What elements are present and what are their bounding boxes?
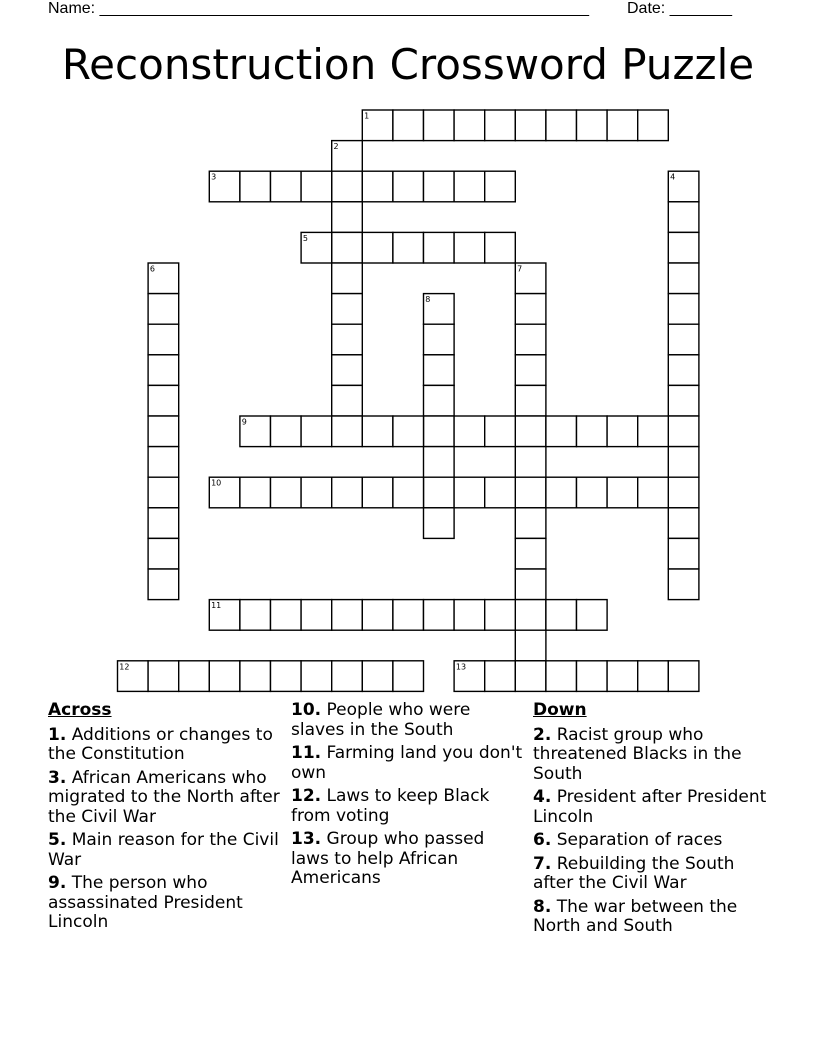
- crossword-cell[interactable]: [424, 416, 455, 447]
- crossword-cell[interactable]: [271, 416, 302, 447]
- clue-text: Separation of races: [556, 830, 723, 850]
- crossword-cell[interactable]: [668, 232, 699, 263]
- crossword-cell[interactable]: [148, 385, 179, 416]
- crossword-cell[interactable]: [546, 110, 577, 141]
- crossword-cell[interactable]: [638, 477, 669, 508]
- clue-number: 11.: [291, 743, 322, 763]
- crossword-cell[interactable]: [332, 477, 363, 508]
- crossword-cell[interactable]: [668, 294, 699, 325]
- crossword-cell[interactable]: [332, 232, 363, 263]
- across-clue: [291, 744, 527, 783]
- crossword-cell[interactable]: [332, 355, 363, 386]
- across-clue: [291, 787, 527, 826]
- crossword-cell[interactable]: [668, 569, 699, 600]
- crossword-cell[interactable]: [668, 385, 699, 416]
- clue-text: Laws to keep Black from voting: [291, 786, 490, 826]
- clue-number: 10.: [291, 700, 322, 720]
- across-heading: Across: [48, 700, 112, 720]
- crossword-cell[interactable]: [332, 385, 363, 416]
- crossword-cell[interactable]: [362, 232, 393, 263]
- clue-column-left: [48, 701, 284, 937]
- crossword-cell[interactable]: [240, 416, 271, 447]
- crossword-cell[interactable]: [454, 110, 485, 141]
- crossword-cell[interactable]: [424, 447, 455, 478]
- crossword-cell[interactable]: [515, 110, 546, 141]
- down-heading: Down: [533, 700, 587, 720]
- clue-start-number: 7: [517, 264, 523, 274]
- crossword-cell[interactable]: [668, 661, 699, 692]
- crossword-cell[interactable]: [240, 477, 271, 508]
- crossword-cell[interactable]: [148, 324, 179, 355]
- clue-number: 4.: [533, 787, 552, 807]
- clue-text: Rebuilding the South after the Civil War: [533, 853, 735, 893]
- crossword-cell[interactable]: [148, 355, 179, 386]
- crossword-cell[interactable]: [148, 477, 179, 508]
- clue-start-number: 1: [364, 111, 370, 121]
- crossword-cell[interactable]: [668, 538, 699, 569]
- crossword-cell[interactable]: [607, 416, 638, 447]
- crossword-cell[interactable]: [362, 600, 393, 631]
- crossword-cell[interactable]: [301, 232, 332, 263]
- crossword-cell[interactable]: [515, 324, 546, 355]
- crossword-cell[interactable]: [271, 171, 302, 202]
- clue-number: 6.: [533, 830, 552, 850]
- crossword-cell[interactable]: [638, 416, 669, 447]
- crossword-cell[interactable]: [546, 416, 577, 447]
- crossword-cell[interactable]: [454, 600, 485, 631]
- crossword-cell[interactable]: [148, 416, 179, 447]
- clue-start-number: 5: [302, 233, 308, 243]
- crossword-cell[interactable]: [179, 661, 210, 692]
- crossword-cell[interactable]: [424, 232, 455, 263]
- crossword-cell[interactable]: [271, 477, 302, 508]
- crossword-cell[interactable]: [393, 600, 424, 631]
- clue-text: Main reason for the Civil War: [48, 830, 279, 870]
- clue-number: 2.: [533, 724, 552, 745]
- clue-text: Farming land you don't own: [291, 743, 523, 783]
- clue-text: The person who assassinated President Lincoln: [48, 873, 243, 932]
- crossword-cell[interactable]: [301, 477, 332, 508]
- down-clue: [533, 831, 773, 851]
- clue-start-number: 4: [670, 172, 676, 182]
- crossword-cell[interactable]: [424, 110, 455, 141]
- crossword-cell[interactable]: [577, 416, 608, 447]
- date-field-line: Date: _______: [627, 0, 732, 17]
- crossword-cell[interactable]: [668, 324, 699, 355]
- down-clue: [533, 726, 773, 785]
- crossword-cell[interactable]: [209, 600, 240, 631]
- clue-text: Racist group who threatened Blacks in the South: [533, 724, 742, 784]
- clue-start-number: 8: [425, 295, 431, 305]
- crossword-cell[interactable]: [148, 263, 179, 294]
- crossword-cell[interactable]: [332, 416, 363, 447]
- crossword-cell[interactable]: [393, 416, 424, 447]
- crossword-cell[interactable]: [577, 110, 608, 141]
- clue-text: President after President Lincoln: [533, 787, 767, 827]
- crossword-cell[interactable]: [332, 202, 363, 233]
- clue-column-middle: [291, 701, 527, 893]
- across-clue: [48, 874, 284, 933]
- crossword-cell[interactable]: [577, 600, 608, 631]
- clue-text: People who were slaves in the South: [291, 700, 471, 740]
- crossword-cell[interactable]: [362, 477, 393, 508]
- crossword-cell[interactable]: [240, 171, 271, 202]
- clue-number: 3.: [48, 767, 67, 788]
- crossword-cell[interactable]: [638, 110, 669, 141]
- crossword-cell[interactable]: [668, 202, 699, 233]
- clue-number: 9.: [48, 873, 67, 893]
- crossword-cell[interactable]: [424, 508, 455, 539]
- crossword-cell[interactable]: [454, 232, 485, 263]
- clue-text: The war between the North and South: [533, 896, 738, 936]
- crossword-cell[interactable]: [301, 416, 332, 447]
- crossword-cell[interactable]: [148, 508, 179, 539]
- crossword-cell[interactable]: [607, 477, 638, 508]
- crossword-cell[interactable]: [301, 661, 332, 692]
- crossword-cell[interactable]: [301, 600, 332, 631]
- crossword-cell[interactable]: [271, 600, 302, 631]
- clue-number: 8.: [533, 896, 552, 917]
- page-title: Reconstruction Crossword Puzzle: [61, 40, 755, 89]
- crossword-cell[interactable]: [454, 416, 485, 447]
- crossword-cell[interactable]: [485, 661, 516, 692]
- crossword-cell[interactable]: [485, 110, 516, 141]
- crossword-cell[interactable]: [577, 661, 608, 692]
- crossword-cell[interactable]: [332, 600, 363, 631]
- crossword-cell[interactable]: [362, 416, 393, 447]
- crossword-cell[interactable]: [485, 171, 516, 202]
- crossword-cell[interactable]: [515, 661, 546, 692]
- across-clue: [48, 726, 284, 765]
- crossword-cell[interactable]: [424, 171, 455, 202]
- crossword-cell[interactable]: [209, 171, 240, 202]
- crossword-cell[interactable]: [393, 171, 424, 202]
- down-clue: [533, 898, 773, 937]
- clue-start-number: 3: [211, 172, 217, 182]
- crossword-cell[interactable]: [332, 661, 363, 692]
- crossword-cell[interactable]: [668, 355, 699, 386]
- clue-start-number: 6: [149, 264, 155, 274]
- crossword-cell[interactable]: [332, 171, 363, 202]
- crossword-cell[interactable]: [301, 171, 332, 202]
- crossword-cell[interactable]: [148, 569, 179, 600]
- crossword-cell[interactable]: [393, 232, 424, 263]
- crossword-cell[interactable]: [515, 538, 546, 569]
- crossword-cell[interactable]: [485, 416, 516, 447]
- across-clue: [48, 769, 284, 828]
- across-clue: [291, 701, 527, 740]
- clue-start-number: 13: [455, 662, 467, 672]
- crossword-cell[interactable]: [515, 385, 546, 416]
- name-field-line: Name: _______________________________________________________: [48, 0, 589, 17]
- crossword-cell[interactable]: [362, 661, 393, 692]
- crossword-cell[interactable]: [118, 661, 149, 692]
- crossword-cell[interactable]: [393, 661, 424, 692]
- crossword-cell[interactable]: [638, 661, 669, 692]
- crossword-cell[interactable]: [668, 447, 699, 478]
- crossword-cell[interactable]: [515, 600, 546, 631]
- crossword-cell[interactable]: [454, 661, 485, 692]
- clue-number: 13.: [291, 829, 322, 849]
- clue-start-number: 10: [211, 478, 222, 488]
- across-clue: [291, 830, 527, 889]
- crossword-cell[interactable]: [362, 110, 393, 141]
- crossword-cell[interactable]: [515, 508, 546, 539]
- crossword-cell[interactable]: [485, 232, 516, 263]
- crossword-cell[interactable]: [668, 171, 699, 202]
- crossword-cell[interactable]: [515, 447, 546, 478]
- crossword-cell[interactable]: [485, 477, 516, 508]
- crossword-cell[interactable]: [454, 477, 485, 508]
- across-clue: [48, 831, 284, 870]
- clue-text: African Americans who migrated to the North after the Civil War: [48, 767, 280, 827]
- down-clue: [533, 855, 773, 894]
- crossword-cell[interactable]: [148, 294, 179, 325]
- crossword-cell[interactable]: [332, 324, 363, 355]
- crossword-cell[interactable]: [209, 477, 240, 508]
- crossword-cell[interactable]: [424, 385, 455, 416]
- crossword-cell[interactable]: [332, 141, 363, 172]
- crossword-cell[interactable]: [515, 569, 546, 600]
- clue-number: 5.: [48, 830, 67, 850]
- crossword-cell[interactable]: [485, 600, 516, 631]
- crossword-cell[interactable]: [546, 600, 577, 631]
- crossword-cell[interactable]: [668, 416, 699, 447]
- crossword-cell[interactable]: [148, 538, 179, 569]
- crossword-cell[interactable]: [424, 600, 455, 631]
- crossword-cell[interactable]: [424, 477, 455, 508]
- crossword-cell[interactable]: [209, 661, 240, 692]
- clue-start-number: 9: [241, 417, 247, 427]
- clue-start-number: 11: [211, 601, 222, 611]
- crossword-cell[interactable]: [668, 263, 699, 294]
- crossword-cell[interactable]: [515, 477, 546, 508]
- clue-number: 12.: [291, 786, 322, 806]
- crossword-cell[interactable]: [240, 661, 271, 692]
- crossword-cell[interactable]: [393, 477, 424, 508]
- crossword-cell[interactable]: [668, 508, 699, 539]
- crossword-cell[interactable]: [424, 355, 455, 386]
- crossword-cell[interactable]: [515, 630, 546, 661]
- crossword-cell[interactable]: [515, 355, 546, 386]
- crossword-cell[interactable]: [332, 294, 363, 325]
- crossword-cell[interactable]: [148, 661, 179, 692]
- crossword-cell[interactable]: [607, 661, 638, 692]
- clue-text: Group who passed laws to help African Americans: [291, 829, 485, 888]
- crossword-cell[interactable]: [424, 294, 455, 325]
- clue-number: 7.: [533, 853, 552, 874]
- crossword-cell[interactable]: [515, 263, 546, 294]
- crossword-cell[interactable]: [515, 294, 546, 325]
- crossword-cell[interactable]: [271, 661, 302, 692]
- crossword-cell[interactable]: [424, 324, 455, 355]
- clue-column-right: [533, 701, 773, 941]
- clue-text: Additions or changes to the Constitution: [48, 724, 273, 764]
- crossword-cell[interactable]: [362, 171, 393, 202]
- clue-number: 1.: [48, 724, 67, 745]
- clue-start-number: 12: [119, 662, 130, 672]
- crossword-cell[interactable]: [546, 661, 577, 692]
- crossword-cell[interactable]: [515, 416, 546, 447]
- crossword-cell[interactable]: [607, 110, 638, 141]
- down-clue: [533, 788, 773, 827]
- crossword-cell[interactable]: [546, 477, 577, 508]
- crossword-cell[interactable]: [332, 263, 363, 294]
- clue-start-number: 2: [333, 142, 339, 152]
- crossword-cell[interactable]: [577, 477, 608, 508]
- crossword-cell[interactable]: [393, 110, 424, 141]
- crossword-cell[interactable]: [148, 447, 179, 478]
- crossword-cell[interactable]: [668, 477, 699, 508]
- crossword-cell[interactable]: [240, 600, 271, 631]
- crossword-cell[interactable]: [454, 171, 485, 202]
